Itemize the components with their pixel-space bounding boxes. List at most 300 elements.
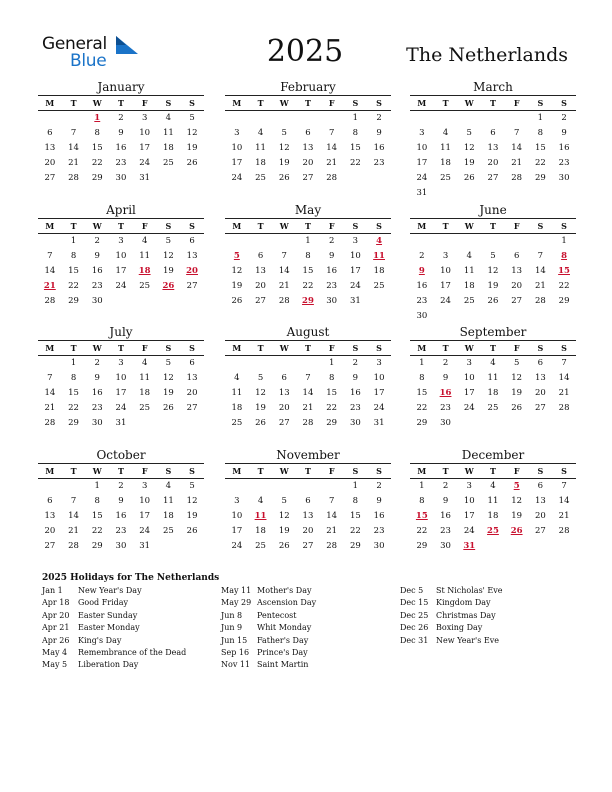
holiday-name: New Year's Day — [78, 586, 142, 595]
day-cell — [296, 356, 320, 371]
holiday-name: Easter Sunday — [78, 610, 138, 620]
day-cell — [505, 111, 529, 126]
weekday-label: T — [304, 98, 311, 108]
day-cell: 21 — [302, 403, 314, 413]
day-cell: 9 — [376, 496, 382, 506]
holiday-day-cell: 29 — [302, 296, 314, 306]
week-row — [410, 386, 576, 401]
day-cell: 13 — [278, 388, 290, 398]
day-cell: 12 — [186, 128, 198, 138]
weekday-label: T — [70, 98, 77, 108]
holiday-entry — [400, 598, 503, 610]
day-cell: 26 — [511, 403, 523, 413]
day-cell: 14 — [68, 511, 79, 521]
weekday-label: T — [257, 221, 264, 231]
day-cell — [505, 416, 529, 431]
day-cell: 27 — [278, 418, 290, 428]
day-cell: 29 — [68, 418, 79, 428]
day-cell: 5 — [466, 128, 472, 138]
day-cell: 30 — [440, 418, 451, 428]
day-cell: 12 — [278, 511, 290, 521]
day-cell: 8 — [352, 128, 359, 138]
month-title: February — [280, 80, 336, 94]
holiday-name: Easter Monday — [78, 623, 140, 633]
weekday-label: S — [537, 466, 544, 476]
weekday-label: S — [189, 466, 195, 476]
day-cell: 18 — [255, 526, 266, 536]
day-cell: 28 — [326, 541, 338, 551]
weekday-header — [38, 341, 204, 355]
month-title: December — [461, 448, 525, 462]
day-cell: 29 — [68, 296, 79, 306]
day-cell: 14 — [44, 388, 56, 398]
holiday-entry — [42, 611, 186, 623]
day-cell: 13 — [186, 373, 198, 383]
day-cell: 28 — [558, 526, 570, 536]
day-cell: 16 — [326, 266, 338, 276]
day-cell: 8 — [328, 373, 335, 383]
weekday-label: W — [464, 343, 474, 353]
weekday-label: F — [328, 343, 335, 353]
day-cell: 15 — [349, 143, 361, 153]
day-cell: 27 — [255, 296, 266, 306]
day-cell — [249, 356, 273, 371]
day-cell: 1 — [70, 358, 77, 368]
day-cell: 16 — [91, 266, 103, 276]
day-cell: 13 — [534, 496, 546, 506]
day-cell: 10 — [349, 251, 361, 261]
day-cell: 27 — [534, 526, 546, 536]
day-cell: 13 — [255, 266, 266, 276]
holiday-entry — [42, 586, 186, 598]
holiday-name: Mother's Day — [257, 586, 312, 595]
day-cell — [367, 294, 391, 309]
day-cell: 24 — [231, 541, 243, 551]
holiday-entry — [400, 611, 503, 623]
day-cell: 18 — [487, 511, 499, 521]
weekday-label: T — [70, 343, 77, 353]
weekday-label: T — [489, 221, 496, 231]
day-cell: 24 — [349, 281, 361, 291]
weekday-header — [38, 464, 204, 478]
day-cell: 29 — [91, 173, 103, 183]
day-cell: 16 — [440, 511, 451, 521]
day-cell: 14 — [68, 143, 79, 153]
day-cell — [180, 416, 204, 431]
day-cell: 9 — [352, 373, 359, 383]
week-row — [225, 509, 391, 524]
week-row — [410, 234, 576, 249]
day-cell: 27 — [302, 541, 314, 551]
weekday-label: W — [279, 221, 289, 231]
weekday-label: T — [117, 98, 124, 108]
week-row — [225, 371, 391, 386]
day-cell: 19 — [511, 511, 523, 521]
day-cell: 17 — [231, 158, 243, 168]
day-cell — [529, 234, 553, 249]
week-row — [38, 509, 204, 524]
weekday-label: M — [232, 98, 242, 108]
day-cell: 16 — [416, 281, 428, 291]
holiday-date: Jun 15 — [221, 635, 248, 645]
holiday-date: Jun 8 — [221, 610, 243, 620]
day-cell: 16 — [115, 143, 127, 153]
holiday-name: Pentecost — [257, 610, 297, 620]
day-cell: 2 — [118, 481, 124, 491]
weekday-label: T — [489, 466, 496, 476]
weekday-label: S — [165, 221, 172, 231]
day-cell — [434, 186, 458, 201]
day-cell: 12 — [463, 143, 475, 153]
day-cell: 14 — [326, 511, 338, 521]
day-cell: 7 — [513, 128, 520, 138]
day-cell: 26 — [487, 296, 499, 306]
holiday-day-cell: 11 — [373, 251, 385, 261]
weekday-label: W — [92, 466, 102, 476]
holiday-day-cell: 26 — [510, 526, 523, 536]
day-cell: 8 — [537, 128, 544, 138]
day-cell — [457, 186, 481, 201]
day-cell — [38, 111, 62, 126]
day-cell: 5 — [490, 251, 496, 261]
holiday-name: Liberation Day — [78, 660, 139, 670]
day-cell: 23 — [115, 158, 127, 168]
day-cell: 3 — [141, 481, 148, 491]
holiday-day-cell: 25 — [487, 526, 499, 536]
weekday-header — [410, 464, 576, 478]
holiday-entry — [42, 623, 186, 635]
week-row — [38, 171, 204, 186]
weekday-label: S — [189, 343, 195, 353]
month-september — [410, 325, 576, 431]
week-row — [225, 171, 391, 186]
holiday-entry — [221, 648, 316, 660]
day-cell: 22 — [302, 281, 314, 291]
day-cell: 2 — [352, 358, 359, 368]
day-cell: 14 — [511, 143, 523, 153]
day-cell: 2 — [94, 236, 100, 246]
weekday-label: T — [304, 221, 311, 231]
day-cell: 2 — [94, 358, 100, 368]
day-cell: 17 — [139, 143, 151, 153]
holiday-column — [400, 586, 503, 648]
day-cell: 24 — [440, 296, 451, 306]
day-cell: 9 — [118, 128, 124, 138]
day-cell: 7 — [561, 358, 567, 368]
day-cell — [457, 234, 481, 249]
weekday-label: F — [513, 466, 520, 476]
week-row — [410, 309, 576, 324]
day-cell: 30 — [416, 311, 428, 321]
weekday-label: T — [442, 466, 449, 476]
weekday-label: M — [45, 343, 55, 353]
weekday-label: W — [92, 221, 102, 231]
day-cell — [109, 294, 133, 309]
day-cell: 24 — [416, 173, 428, 183]
day-cell: 31 — [139, 173, 151, 183]
day-cell: 8 — [70, 373, 77, 383]
day-cell: 17 — [231, 526, 243, 536]
weekday-label: M — [45, 98, 55, 108]
day-cell: 16 — [373, 143, 385, 153]
day-cell: 12 — [186, 496, 198, 506]
week-row — [38, 249, 204, 264]
day-cell: 29 — [534, 173, 546, 183]
day-cell — [157, 294, 181, 309]
holiday-entry — [400, 586, 503, 598]
day-cell: 10 — [139, 128, 151, 138]
day-cell: 25 — [463, 296, 475, 306]
day-cell: 26 — [278, 173, 290, 183]
day-cell: 20 — [278, 403, 290, 413]
day-cell: 7 — [47, 251, 53, 261]
holiday-day-cell: 11 — [254, 511, 267, 521]
day-cell: 1 — [352, 481, 359, 491]
weekday-label: T — [70, 221, 77, 231]
day-cell: 13 — [511, 266, 523, 276]
day-cell: 21 — [534, 281, 546, 291]
day-cell: 1 — [328, 358, 335, 368]
holiday-column — [42, 586, 186, 673]
day-cell: 23 — [115, 526, 127, 536]
day-cell — [434, 111, 458, 126]
day-cell: 25 — [373, 281, 385, 291]
day-cell: 5 — [189, 481, 195, 491]
weekday-header — [225, 96, 391, 110]
day-cell — [457, 416, 481, 431]
holiday-date: May 4 — [42, 647, 68, 657]
day-cell: 18 — [139, 388, 151, 398]
day-cell: 17 — [463, 511, 475, 521]
holiday-day-cell: 16 — [439, 388, 452, 398]
weekday-label: S — [352, 466, 359, 476]
day-cell: 24 — [139, 158, 151, 168]
weekday-label: W — [279, 343, 289, 353]
day-cell: 18 — [487, 388, 499, 398]
month-title: November — [276, 448, 340, 462]
day-cell: 14 — [534, 266, 546, 276]
day-cell: 6 — [47, 496, 53, 506]
day-cell: 4 — [141, 236, 148, 246]
week-row — [38, 234, 204, 249]
day-cell — [38, 234, 62, 249]
day-cell: 15 — [534, 143, 546, 153]
day-cell: 31 — [373, 418, 385, 428]
week-row — [225, 264, 391, 279]
day-cell — [157, 171, 181, 186]
day-cell: 19 — [278, 526, 290, 536]
day-cell: 24 — [139, 526, 151, 536]
day-cell: 19 — [511, 388, 523, 398]
holiday-date: Apr 26 — [42, 635, 70, 645]
holiday-name: Remembrance of the Dead — [78, 647, 187, 657]
holiday-day-cell: 8 — [561, 251, 568, 261]
day-cell — [272, 479, 296, 494]
day-cell: 16 — [91, 388, 103, 398]
day-cell — [133, 294, 157, 309]
weekday-label: T — [442, 343, 449, 353]
day-cell — [157, 539, 181, 554]
week-row — [410, 494, 576, 509]
day-cell: 14 — [302, 388, 314, 398]
week-row — [410, 356, 576, 371]
weekday-label: M — [45, 466, 55, 476]
day-cell: 3 — [118, 358, 124, 368]
day-cell: 22 — [91, 526, 103, 536]
day-cell: 28 — [534, 296, 546, 306]
holiday-entry — [221, 623, 316, 635]
week-row — [410, 524, 576, 539]
month-august — [225, 325, 391, 431]
day-cell: 15 — [91, 511, 103, 521]
holiday-name: Ascension Day — [257, 598, 317, 608]
weekday-label: F — [141, 343, 148, 353]
day-cell: 23 — [373, 526, 385, 536]
day-cell: 28 — [44, 296, 56, 306]
weekday-label: S — [376, 466, 382, 476]
holiday-date: Dec 25 — [400, 610, 429, 620]
day-cell: 6 — [305, 128, 311, 138]
day-cell: 3 — [442, 251, 449, 261]
day-cell: 15 — [91, 143, 103, 153]
week-row — [225, 249, 391, 264]
day-cell — [552, 416, 576, 431]
week-row — [225, 494, 391, 509]
weekday-label: T — [117, 466, 124, 476]
month-january — [38, 80, 204, 186]
day-cell: 16 — [349, 388, 361, 398]
holiday-day-cell: 15 — [415, 511, 428, 521]
weekday-label: S — [352, 98, 359, 108]
day-cell: 14 — [44, 266, 56, 276]
day-cell: 3 — [376, 358, 382, 368]
day-cell: 22 — [349, 526, 361, 536]
day-cell: 2 — [442, 358, 449, 368]
holiday-name: New Year's Eve — [436, 635, 499, 645]
day-cell: 5 — [165, 358, 172, 368]
day-cell: 17 — [373, 388, 385, 398]
day-cell: 21 — [558, 511, 570, 521]
week-row — [410, 539, 576, 554]
week-row — [38, 479, 204, 494]
day-cell: 17 — [115, 388, 127, 398]
holiday-name: Father's Day — [257, 635, 309, 645]
month-april — [38, 203, 204, 309]
week-row — [225, 156, 391, 171]
day-cell: 10 — [115, 373, 127, 383]
day-cell: 19 — [162, 388, 174, 398]
day-cell — [505, 539, 529, 554]
weekday-header — [410, 341, 576, 355]
day-cell: 23 — [91, 403, 103, 413]
day-cell: 30 — [115, 173, 127, 183]
day-cell: 2 — [419, 251, 425, 261]
day-cell: 4 — [442, 128, 449, 138]
day-cell: 7 — [281, 251, 287, 261]
weekday-label: S — [561, 98, 567, 108]
day-cell: 12 — [255, 388, 266, 398]
weekday-label: T — [442, 221, 449, 231]
day-cell: 26 — [186, 158, 198, 168]
day-cell: 21 — [326, 526, 338, 536]
day-cell: 7 — [537, 251, 544, 261]
day-cell: 3 — [118, 236, 124, 246]
day-cell — [180, 539, 204, 554]
day-cell: 28 — [68, 173, 79, 183]
day-cell: 11 — [255, 143, 266, 153]
weekday-label: T — [257, 343, 264, 353]
day-cell: 15 — [349, 511, 361, 521]
week-row — [225, 356, 391, 371]
day-cell: 18 — [255, 158, 266, 168]
holiday-name: Kingdom Day — [436, 598, 491, 608]
weekday-label: T — [304, 466, 311, 476]
day-cell: 22 — [68, 403, 79, 413]
month-june — [410, 203, 576, 324]
day-cell: 9 — [561, 128, 567, 138]
day-cell: 11 — [231, 388, 243, 398]
holiday-entry — [221, 660, 316, 672]
day-cell — [344, 171, 368, 186]
holiday-day-cell: 15 — [558, 266, 570, 276]
weekday-label: S — [376, 343, 382, 353]
day-cell: 29 — [349, 541, 361, 551]
day-cell: 1 — [419, 481, 425, 491]
weekday-header — [38, 219, 204, 233]
day-cell: 20 — [302, 526, 314, 536]
weekday-label: F — [141, 98, 148, 108]
day-cell: 1 — [94, 481, 100, 491]
day-cell: 10 — [115, 251, 127, 261]
day-cell — [320, 479, 344, 494]
day-cell: 6 — [490, 128, 496, 138]
day-cell: 18 — [162, 143, 174, 153]
week-row — [38, 111, 204, 126]
holiday-date: Apr 18 — [42, 598, 70, 608]
day-cell: 20 — [487, 158, 499, 168]
week-row — [410, 509, 576, 524]
weekday-label: S — [352, 343, 359, 353]
day-cell: 25 — [139, 281, 151, 291]
calendar-year: 2025 — [266, 34, 344, 69]
day-cell: 14 — [558, 496, 570, 506]
day-cell: 6 — [47, 128, 53, 138]
day-cell — [552, 309, 576, 324]
day-cell: 7 — [305, 373, 311, 383]
holiday-entry — [221, 611, 316, 623]
week-row — [38, 494, 204, 509]
day-cell: 11 — [487, 496, 499, 506]
day-cell — [481, 539, 505, 554]
weekday-label: M — [232, 221, 242, 231]
day-cell: 17 — [349, 266, 361, 276]
day-cell: 30 — [326, 296, 338, 306]
holiday-name: Prince's Day — [257, 647, 308, 657]
day-cell: 4 — [234, 373, 240, 383]
day-cell: 31 — [416, 188, 428, 198]
day-cell — [296, 479, 320, 494]
day-cell: 19 — [231, 281, 243, 291]
day-cell: 24 — [463, 403, 475, 413]
day-cell: 13 — [302, 511, 314, 521]
day-cell — [410, 234, 434, 249]
day-cell: 29 — [326, 418, 338, 428]
day-cell — [249, 234, 273, 249]
day-cell: 20 — [534, 388, 546, 398]
weekday-label: W — [92, 343, 102, 353]
day-cell: 31 — [139, 541, 151, 551]
day-cell: 9 — [376, 128, 382, 138]
